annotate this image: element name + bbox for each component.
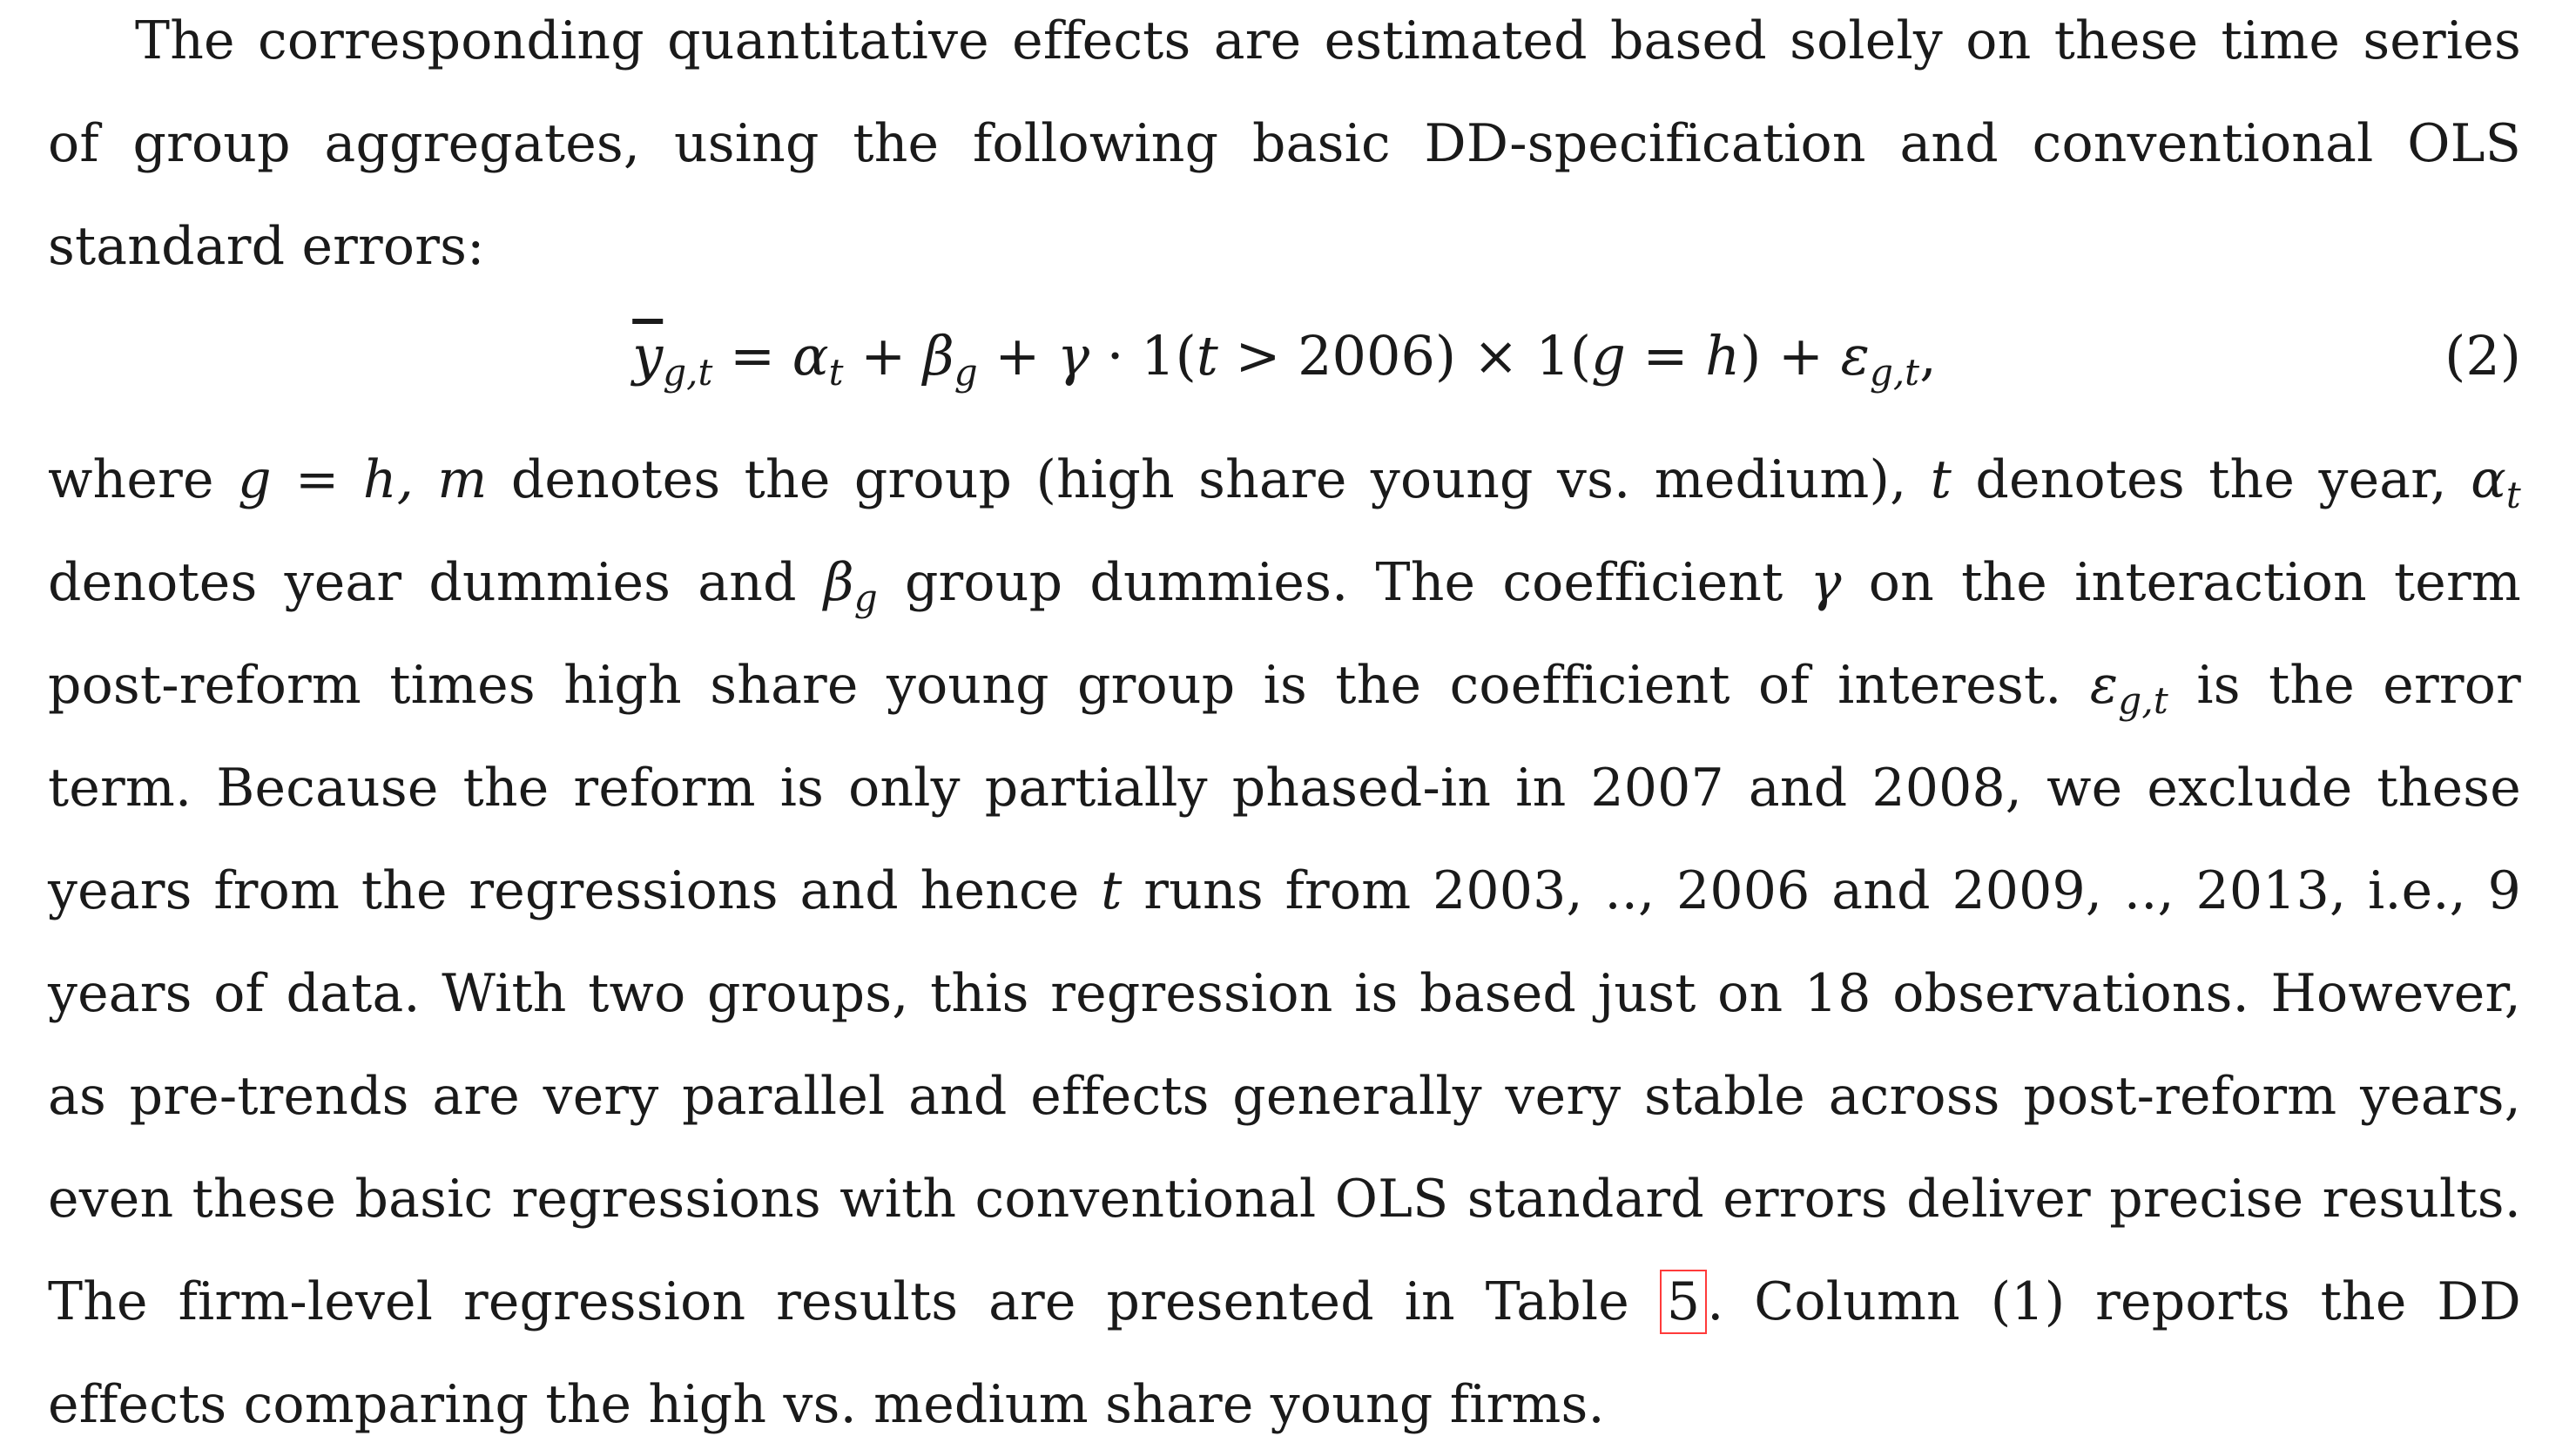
text-span: is the error term. Because the reform is only partially phased-in in 2007 and 2008, we exclude these years from the regressions and hence <box>48 655 2521 921</box>
eq-alpha: α <box>792 324 829 388</box>
eq-beta-sub: g <box>954 351 978 394</box>
table-reference-link[interactable]: 5 <box>1660 1270 1707 1334</box>
math-t: t <box>1930 449 1952 510</box>
eq-alpha-sub: t <box>828 351 844 394</box>
math-gamma: γ <box>1810 552 1842 613</box>
math-h-m: h, m <box>362 449 488 510</box>
math-alpha: α <box>2471 449 2506 510</box>
math-alpha-sub: t <box>2505 474 2521 516</box>
text-span: . Column (1) reports the DD effects comparing the high vs. medium share young firms. <box>48 1271 2521 1435</box>
eq-beta: β <box>922 324 954 388</box>
eq-y-sub: g,t <box>663 351 713 394</box>
math-epsilon: ε <box>2089 655 2119 716</box>
text-span: runs from 2003, .., 2006 and 2009, .., 2013, i.e., 9 years of data. With two groups, this regression is based just on 18 observations. However, as pre-trends are very parallel and effects generally very stable across post-reform years, even these basic regressions with conventional OLS standard errors deliver precise results. The firm-level regression results are presented in Table <box>48 860 2521 1332</box>
math-g: g <box>238 449 272 510</box>
text-span: on the interaction term post-reform times high share young group is the coefficient of interest. <box>48 552 2521 716</box>
eq-epsilon: ε <box>1840 324 1870 388</box>
math-beta-sub: g <box>853 576 878 619</box>
eq-epsilon-sub: g,t <box>1869 351 1920 394</box>
eq-g: g <box>1591 324 1626 388</box>
text-span: denotes the group (high share young vs. medium), <box>487 449 1931 510</box>
paragraph-main <box>48 428 2521 1456</box>
eq-indicator-open: 1( <box>1141 324 1197 388</box>
eq-y-bar: $\overline{y}$ <box>632 324 664 388</box>
eq-close-plus: ) + <box>1740 324 1841 388</box>
eq-equals: = <box>1625 324 1706 388</box>
equation-2 <box>48 298 2521 428</box>
equation-number: (2) <box>2444 324 2521 388</box>
math-t: t <box>1101 860 1123 921</box>
text-span: denotes year dummies and <box>48 552 824 613</box>
eq-h: h <box>1705 324 1741 388</box>
text-span: where <box>48 449 239 510</box>
text-span: denotes the year, <box>1952 449 2471 510</box>
eq-t: t <box>1196 324 1218 388</box>
text-span: = <box>271 449 363 510</box>
math-beta: β <box>823 552 854 613</box>
eq-trailing-comma: , <box>1919 324 1937 388</box>
eq-gamma: γ <box>1056 324 1090 388</box>
paper-page <box>48 0 2521 1435</box>
eq-gt-year: > 2006) × 1( <box>1217 324 1592 388</box>
text-span: group dummies. The coefficient <box>877 552 1810 613</box>
equation-formula: $\overline{y}_{g,t} = \alpha_t + \beta_g + \gamma \cdot 1(t > 2006) \times 1(g = h) + \varepsilon_{g,t}$, <box>632 324 1937 394</box>
math-epsilon-sub: g,t <box>2118 679 2169 722</box>
paragraph-intro: The corresponding quantitative effects are estimated based solely on these time series of group aggregates, using the following basic DD-specification and conventional OLS standard errors: <box>48 10 2521 277</box>
